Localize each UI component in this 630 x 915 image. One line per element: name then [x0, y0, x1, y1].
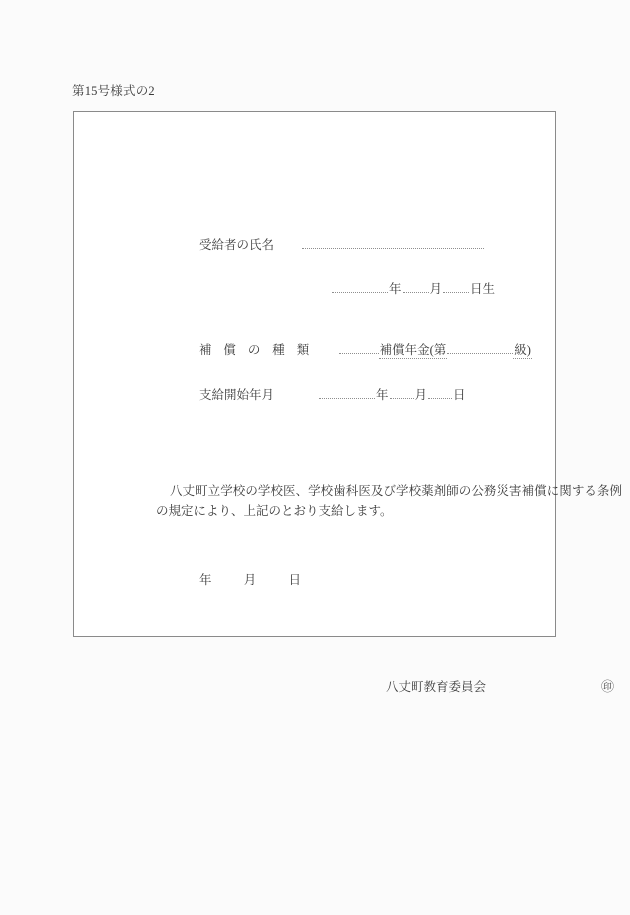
birth-month-unit: 月 — [429, 282, 443, 296]
birth-year-input-line[interactable] — [332, 279, 388, 293]
compensation-kind-suffix: 級) — [513, 340, 532, 359]
field-compensation-kind — [199, 340, 532, 359]
compensation-kind-lead-line[interactable] — [339, 340, 379, 354]
payment-start-year-input-line[interactable] — [319, 385, 375, 399]
field-birth-date — [332, 279, 496, 297]
signature-date-day-unit: 日 — [288, 573, 302, 587]
signature-date — [199, 570, 301, 588]
birth-day-input-line[interactable] — [443, 279, 469, 293]
field-label-recipient-name: 受給者の氏名 — [199, 238, 275, 252]
birth-month-input-line[interactable] — [403, 279, 429, 293]
field-label-compensation-kind: 補 償 の 種 類 — [199, 343, 314, 357]
compensation-grade-input-line[interactable] — [447, 340, 513, 354]
signature-date-year-unit: 年 — [199, 573, 212, 587]
signatory-name: 八丈町教育委員会 — [386, 680, 487, 694]
form-number: 第15号様式の2 — [72, 84, 155, 98]
field-label-payment-start: 支給開始年月 — [199, 388, 275, 402]
signature-date-month-unit: 月 — [243, 573, 257, 587]
recipient-name-input-line[interactable] — [302, 235, 484, 249]
compensation-kind-prefix: 補償年金(第 — [379, 340, 448, 359]
form-box — [73, 111, 622, 694]
body-paragraph: 八丈町立学校の学校医、学校歯科医及び学校薬剤師の公務災害補償に関する条例の規定により、上記のとおり支給します。 — [156, 484, 622, 518]
payment-start-month-unit: 月 — [414, 388, 428, 402]
field-payment-start — [199, 385, 467, 403]
signatory-line — [386, 677, 614, 695]
birth-day-unit: 日生 — [470, 282, 496, 296]
seal-stamp-icon: ㊞ — [600, 678, 614, 694]
birth-year-unit: 年 — [389, 282, 402, 296]
payment-start-day-input-line[interactable] — [428, 385, 452, 399]
payment-start-day-unit: 日 — [453, 388, 466, 402]
field-recipient-name — [199, 235, 484, 253]
payment-start-year-unit: 年 — [376, 388, 389, 402]
payment-start-month-input-line[interactable] — [390, 385, 414, 399]
